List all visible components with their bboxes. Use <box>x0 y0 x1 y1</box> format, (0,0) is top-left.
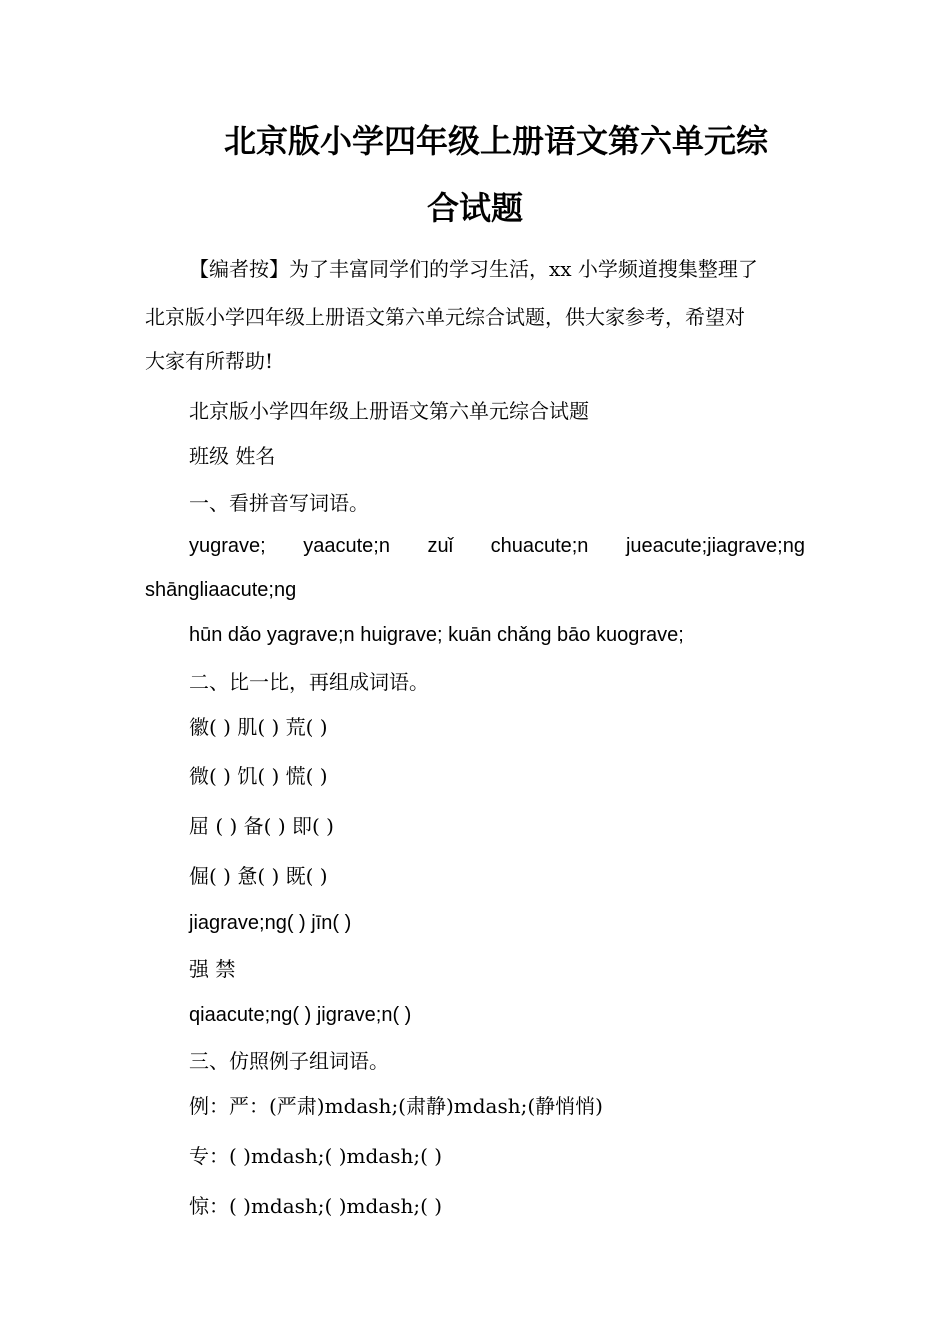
exercise-line: jiagrave;ng( ) jīn( ) <box>189 912 352 934</box>
exercise-line: 倔( ) 惫( ) 既( ) <box>189 864 328 888</box>
subtitle: 北京版小学四年级上册语文第六单元综合试题 <box>189 399 589 423</box>
pinyin-row: hūn dǎo yagrave;n huigrave; kuān chǎng bāo kuograve; <box>189 624 684 646</box>
pinyin-row <box>189 532 805 560</box>
exercise-line: 例：严：(严肃)mdash;(肃静)mdash;(静悄悄) <box>189 1094 603 1118</box>
pinyin-word: yugrave; <box>189 535 266 557</box>
section1-heading: 一、看拼音写词语。 <box>189 491 369 515</box>
section3-heading: 三、仿照例子组词语。 <box>189 1049 389 1073</box>
document-title-line1: 北京版小学四年级上册语文第六单元综 <box>224 122 769 160</box>
exercise-line: 徽( ) 肌( ) 荒( ) <box>189 715 328 739</box>
intro-line: 大家有所帮助! <box>145 349 274 373</box>
pinyin-word: chuacute;n <box>490 535 589 557</box>
exercise-line: 微( ) 饥( ) 慌( ) <box>189 764 328 788</box>
intro-line: 北京版小学四年级上册语文第六单元综合试题，供大家参考，希望对 <box>145 305 745 329</box>
exercise-line: 惊：( )mdash;( )mdash;( ) <box>189 1194 443 1218</box>
exercise-line: 强 禁 <box>189 957 236 981</box>
pinyin-word: zuǐ <box>427 535 454 557</box>
section2-heading: 二、比一比，再组成词语。 <box>189 670 429 694</box>
exercise-line: 屈 ( ) 备( ) 即( ) <box>189 814 334 838</box>
document-title-line2: 合试题 <box>426 189 523 227</box>
intro-line: 【编者按】为了丰富同学们的学习生活，xx 小学频道搜集整理了 <box>189 257 758 281</box>
pinyin-wrap: shāngliaacute;ng <box>145 579 297 601</box>
pinyin-word: yaacute;n <box>303 535 390 557</box>
pinyin-word: jueacute;jiagrave;ng <box>625 535 805 557</box>
class-name-line: 班级 姓名 <box>189 444 276 468</box>
exercise-line: 专：( )mdash;( )mdash;( ) <box>189 1144 443 1168</box>
exercise-line: qiaacute;ng( ) jigrave;n( ) <box>189 1004 412 1026</box>
